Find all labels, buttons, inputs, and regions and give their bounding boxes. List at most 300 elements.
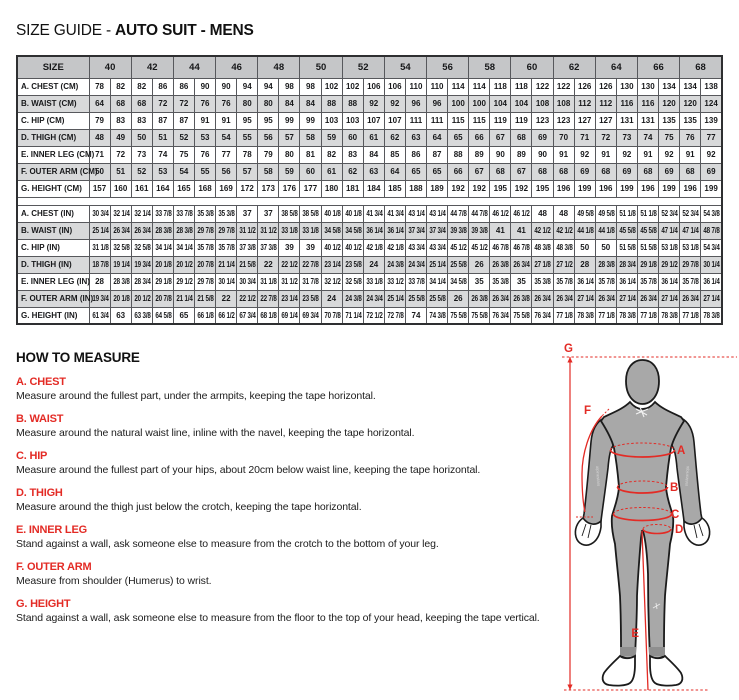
table-cell-value: 24 [369,260,379,269]
table-cell-value: 79 [95,116,104,125]
table-cell-value: 31 7/8 [302,277,320,286]
table-cell [532,78,553,95]
table-cell-value: 46 7/8 [492,243,510,252]
table-cell [194,273,215,290]
table-cell [553,256,574,273]
table-cell [490,112,511,129]
table-cell-value: 52 3/4 [682,209,699,218]
table-cell-value: 138 [704,82,718,91]
table-cell-value: 77 1/8 [555,310,573,320]
measure-item-hip [16,450,561,476]
table-cell-value: 77 1/8 [682,310,699,320]
table-cell-value: 196 [556,184,571,193]
table-cell-value: 21 1/4 [176,294,193,303]
table-cell [469,307,490,324]
table-cell-value: 20 1/2 [134,294,151,303]
table-cell [300,273,321,290]
table-cell [384,222,405,239]
table-cell [110,290,131,307]
table-cell-value: 19 3/4 [91,294,109,303]
table-cell [490,205,511,222]
table-cell [595,112,616,129]
table-cell-value: 95 [242,116,252,125]
table-cell-value: 196 [599,184,613,193]
table-cell [595,222,616,239]
table-cell [321,205,342,222]
table-cell-value: 112 [578,99,592,108]
table-cell [384,180,405,197]
table-cell-value: 72 [116,150,126,159]
table-cell [384,78,405,95]
table-cell-value: 45 5/8 [619,226,636,235]
measure-item-waist [16,413,561,439]
table-cell-value: 71 [95,150,104,159]
table-cell [321,307,342,324]
table-cell-value: 44 7/8 [450,209,467,218]
table-cell-value: 26 3/4 [534,294,552,303]
table-cell-value: 184 [367,184,381,193]
table-cell-value: 25 1/4 [429,260,446,269]
table-cell [194,205,215,222]
table-cell-value: 54 3/4 [703,243,720,252]
table-cell [173,180,194,197]
table-cell-value: 32 5/8 [112,243,130,252]
table-cell [680,95,701,112]
table-cell [216,78,237,95]
table-cell-value: 86 [411,150,421,159]
table-cell-value: 64 [432,133,442,142]
table-cell [553,205,574,222]
table-cell-value: 89 [516,150,526,159]
table-cell [152,205,173,222]
right-ankle-cuff [649,647,665,656]
table-cell [321,78,342,95]
table-cell [89,95,110,112]
table-cell-value: 92 [706,150,716,159]
table-cell [405,239,426,256]
table-cell [405,78,426,95]
table-cell [469,112,490,129]
table-cell-value: 76 3/4 [534,310,552,320]
table-cell [574,129,595,146]
table-cell-value: 53 [158,167,168,176]
table-cell [300,256,321,273]
diagram-label-d: D [675,524,684,536]
diagram-label-f: F [584,405,592,417]
table-cell-value: 52 3/4 [661,209,678,218]
table-cell [553,129,574,146]
table-cell-value: 23 5/8 [344,260,362,269]
table-cell-value: 130 [620,82,634,91]
table-cell-value: 63 [411,133,421,142]
table-row [17,112,722,129]
table-cell-value: 27 1/4 [576,294,594,303]
table-cell-value: 33 7/8 [408,277,425,286]
table-cell-value: 36 1/4 [576,277,594,286]
table-cell-value: 72 [601,133,611,142]
table-cell [616,273,637,290]
table-cell-value: 21 1/4 [218,260,235,269]
table-cell [216,146,237,163]
table-cell [131,163,152,180]
table-cell [258,273,279,290]
table-cell-value: 71 1/4 [344,310,362,320]
table-cell-value: 24 3/4 [366,294,383,303]
table-cell [616,256,637,273]
table-cell-value: 35 7/8 [197,243,214,252]
page-title-prefix: SIZE GUIDE - [16,22,116,39]
table-cell [405,290,426,307]
table-cell-value: 58 [306,133,315,142]
table-cell-value: 110 [430,82,444,91]
table-cell [300,307,321,324]
table-cell-value: 168 [198,184,212,193]
table-cell [680,273,701,290]
table-cell-value: 27 1/4 [619,294,636,303]
table-cell [637,290,658,307]
table-cell-value: 114 [472,82,486,91]
table-cell-value: 51 1/8 [619,209,636,218]
table-cell [194,78,215,95]
table-cell-value: 127 [578,116,592,125]
table-cell [300,95,321,112]
table-cell [595,146,616,163]
table-cell-value: 106 [367,82,381,91]
table-cell-value: 124 [704,99,718,108]
table-cell-value: 35 7/8 [598,277,615,286]
table-cell [701,95,722,112]
table-cell-value: 68 1/8 [260,310,277,320]
table-cell-value: 64 5/8 [155,310,172,320]
table-cell-value: 51 1/8 [640,209,657,218]
row-label: D. THIGH (CM) [17,129,89,146]
table-cell-value: 48 3/8 [555,243,573,252]
table-cell-value: 110 [409,82,423,91]
table-cell-value: 35 7/8 [640,277,657,286]
table-cell [574,112,595,129]
table-cell [680,290,701,307]
table-cell-value: 68 [559,167,569,176]
table-cell [279,95,300,112]
table-cell [321,180,342,197]
table-row [17,222,722,239]
table-cell-value: 94 [263,82,273,91]
table-cell-value: 86 [158,82,168,91]
table-cell [448,163,469,180]
page-title-product: AUTO SUIT - MENS [115,22,254,39]
table-cell-value: 64 [95,99,104,108]
table-cell-value: 177 [303,184,318,193]
size-column-header: 60 [511,56,553,78]
table-cell [342,307,363,324]
size-column-header: 46 [216,56,258,78]
table-cell [469,290,490,307]
table-cell [553,112,574,129]
table-cell [511,129,532,146]
table-cell-value: 69 1/4 [281,310,299,320]
table-cell [553,273,574,290]
table-cell-value: 30 1/4 [218,277,235,286]
table-cell [427,163,448,180]
table-cell-value: 76 3/4 [492,310,510,320]
measure-item-chest [16,376,561,402]
measure-item-text: Measure around the natural waist line, inline with the navel, keeping the tape horizontal. [16,427,415,439]
table-cell [532,273,553,290]
table-cell-value: 27 1/8 [534,260,552,269]
table-cell-value: 102 [345,82,360,91]
table-row [17,180,722,197]
table-cell [405,307,426,324]
size-column-header: 42 [131,56,173,78]
table-cell-value: 87 [179,116,189,125]
table-cell-value: 83 [348,150,358,159]
table-cell-value: 77 [221,150,231,159]
table-cell-value: 24 [327,294,337,303]
table-section-gap-cell [17,197,722,205]
table-cell-value: 23 1/4 [323,260,341,269]
table-cell [659,273,680,290]
table-cell-value: 22 1/2 [239,294,256,303]
row-label: C. HIP (CM) [17,112,89,129]
measure-item-height [16,598,561,624]
table-cell [532,239,553,256]
table-cell-value: 80 [284,150,294,159]
table-cell [321,146,342,163]
size-table-in-section [17,205,722,324]
table-cell [237,95,258,112]
table-cell [216,307,237,324]
table-cell [363,307,384,324]
table-cell [89,129,110,146]
table-cell [279,222,300,239]
table-cell-value: 32 1/4 [134,209,151,218]
table-cell-value: 126 [599,82,613,91]
table-cell [237,256,258,273]
table-cell-value: 172 [240,184,254,193]
table-cell [384,256,405,273]
table-cell [680,307,701,324]
table-cell-value: 91 [685,150,695,159]
table-cell [173,78,194,95]
table-cell [405,273,426,290]
table-cell [258,129,279,146]
table-cell [532,205,553,222]
table-cell [701,239,722,256]
table-cell-value: 32 1/2 [323,277,341,286]
table-cell-value: 74 [411,310,421,320]
table-cell-value: 116 [641,99,655,108]
row-label: G. HEIGHT (CM) [17,180,89,197]
table-cell [342,163,363,180]
row-label: B. WAIST (IN) [17,222,89,239]
table-cell-value: 68 [685,167,695,176]
table-cell [680,205,701,222]
table-cell [363,239,384,256]
table-cell-value: 68 [643,167,653,176]
table-cell [616,95,637,112]
table-cell-value: 21 5/8 [197,294,214,303]
table-cell-value: 96 [432,99,442,108]
table-cell [131,222,152,239]
size-column-header: 66 [637,56,679,78]
table-cell-value: 99 [284,116,294,125]
diagram-label-c: C [671,509,680,521]
table-cell [300,112,321,129]
table-cell [89,290,110,307]
row-label: E. INNER LEG (IN) [17,273,89,290]
table-cell [342,273,363,290]
table-cell-value: 92 [580,150,590,159]
table-cell-value: 50 [137,133,147,142]
table-cell [553,78,574,95]
table-cell-value: 134 [683,82,697,91]
table-cell-value: 66 1/2 [218,310,235,320]
table-cell-value: 20 1/8 [112,294,130,303]
table-cell-value: 68 [538,167,547,176]
table-cell [637,205,658,222]
table-cell [321,112,342,129]
table-cell [553,290,574,307]
table-cell [448,78,469,95]
table-row [17,146,722,163]
table-cell [279,273,300,290]
table-cell [616,129,637,146]
table-cell [152,180,173,197]
table-cell [616,180,637,197]
table-cell [194,307,215,324]
row-label: D. THIGH (IN) [17,256,89,273]
table-cell [701,290,722,307]
table-cell [194,112,215,129]
measure-item-label: B. WAIST [16,413,64,425]
table-cell-value: 41 [495,226,505,235]
table-cell [194,129,215,146]
table-cell-value: 90 [200,82,210,91]
table-cell [448,239,469,256]
table-cell-value: 56 [221,167,231,176]
table-cell-value: 192 [472,184,486,193]
table-cell [321,222,342,239]
table-cell-value: 91 [601,150,611,159]
table-cell-value: 36 1/4 [366,226,383,235]
table-cell [574,307,595,324]
page-title [16,22,254,40]
table-cell [237,180,258,197]
table-cell-value: 196 [641,184,655,193]
table-cell-value: 26 3/4 [134,226,151,235]
table-cell [574,290,595,307]
size-table-head [17,56,722,78]
table-cell-value: 29 7/8 [218,226,235,235]
table-cell-value: 120 [683,99,697,108]
table-cell [427,307,448,324]
table-cell-value: 22 [263,260,273,269]
size-column-header: 40 [89,56,131,78]
table-cell-value: 47 1/4 [661,226,678,235]
table-cell [110,273,131,290]
table-cell-value: 60 [306,167,315,176]
table-cell [680,256,701,273]
table-cell-value: 37 [242,209,252,218]
table-cell [574,222,595,239]
size-column-header: 62 [553,56,595,78]
measure-item-text: Stand against a wall, ask someone else to measure from the crotch to the bottom of your leg. [16,538,439,550]
table-cell [595,307,616,324]
table-cell [680,146,701,163]
table-cell [131,273,152,290]
table-cell-value: 69 [706,167,716,176]
table-cell-value: 81 [306,150,315,159]
table-cell-value: 114 [451,82,465,91]
table-cell-value: 40 1/2 [344,243,362,252]
table-cell [511,256,532,273]
table-cell [89,256,110,273]
table-cell [384,307,405,324]
table-cell-value: 28 [95,277,104,286]
table-cell-value: 98 [284,82,294,91]
table-cell-value: 76 [221,99,231,108]
table-cell [659,256,680,273]
table-cell-value: 91 [643,150,653,159]
table-cell [405,163,426,180]
table-cell [342,290,363,307]
table-cell [363,95,384,112]
table-cell-value: 36 1/4 [661,277,678,286]
table-cell-value: 84 [306,99,315,108]
table-cell-value: 106 [388,82,402,91]
table-cell-value: 31 1/8 [91,243,109,252]
table-cell [152,78,173,95]
table-cell-value: 54 [221,133,231,142]
table-cell [363,180,384,197]
table-cell-value: 65 [411,167,421,176]
table-cell [110,78,131,95]
table-cell-value: 72 [158,99,168,108]
table-cell [595,163,616,180]
table-cell [701,180,722,197]
table-cell-value: 76 [685,133,695,142]
table-cell-value: 27 1/4 [661,294,678,303]
table-cell [363,222,384,239]
table-cell-value: 181 [345,184,360,193]
table-cell [659,307,680,324]
table-cell-value: 61 3/4 [91,310,109,320]
table-cell-value: 61 [369,133,379,142]
table-cell-value: 62 [390,133,400,142]
table-cell-value: 131 [620,116,634,125]
table-cell-value: 33 7/8 [176,209,193,218]
table-cell [194,180,215,197]
table-cell [300,205,321,222]
table-cell-value: 56 [263,133,273,142]
table-cell-value: 62 [348,167,358,176]
table-cell-value: 26 3/4 [640,294,657,303]
table-cell [173,112,194,129]
table-cell-value: 196 [683,184,697,193]
table-cell-value: 87 [432,150,442,159]
table-cell-value: 199 [620,184,634,193]
table-cell-value: 95 [263,116,273,125]
table-cell-value: 75 5/8 [513,310,531,320]
table-cell [574,205,595,222]
table-cell-value: 84 [284,99,294,108]
table-cell-value: 25 1/4 [387,294,404,303]
table-cell-value: 65 [453,133,463,142]
table-cell-value: 88 [327,99,337,108]
table-cell [448,95,469,112]
table-cell-value: 38 5/8 [302,209,320,218]
table-cell [680,129,701,146]
